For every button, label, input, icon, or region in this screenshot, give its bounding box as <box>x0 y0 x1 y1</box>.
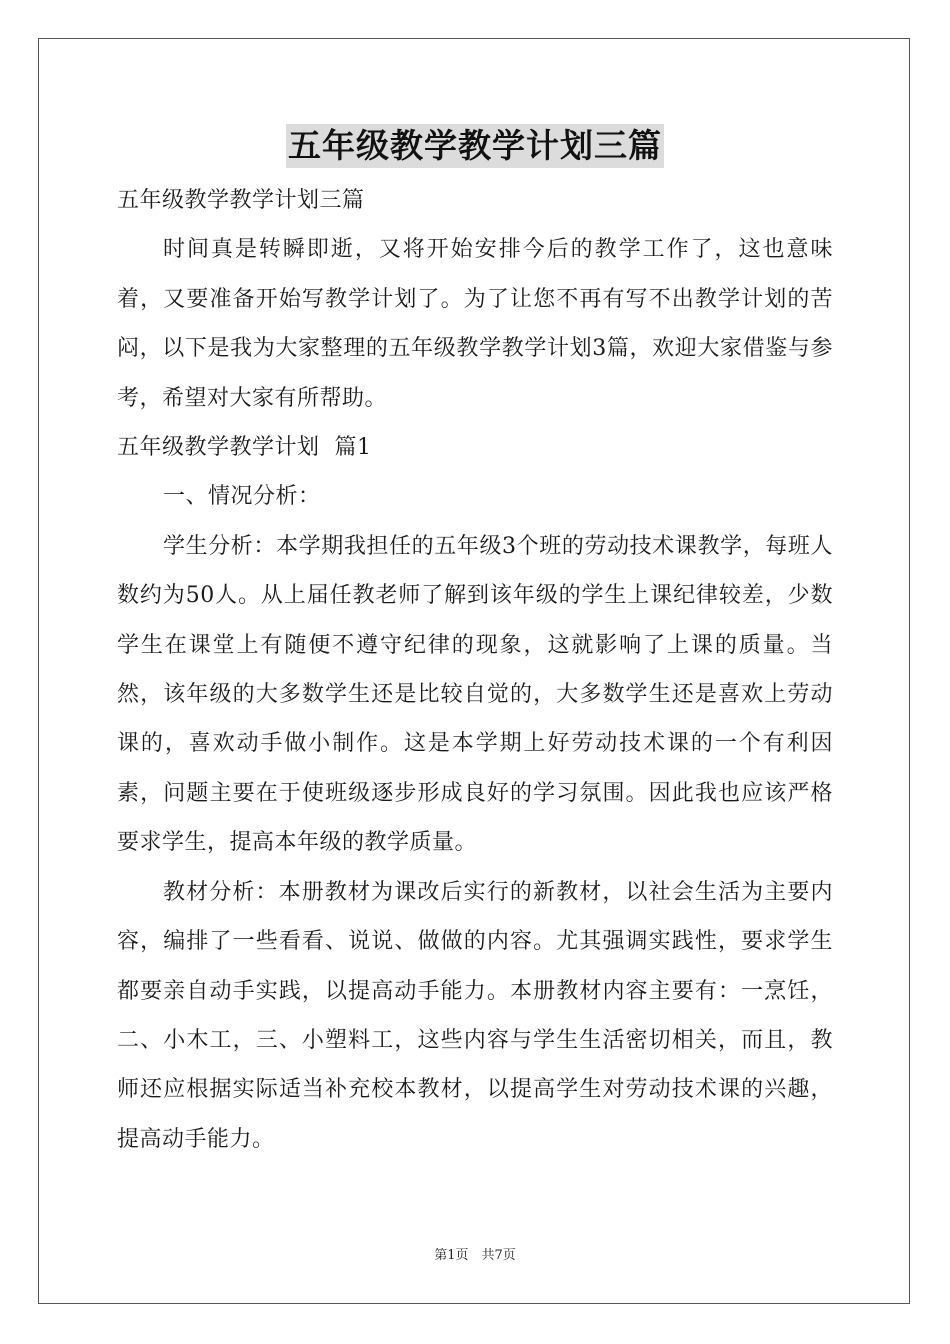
document-title: 五年级教学教学计划三篇 <box>286 124 664 168</box>
page-footer <box>0 1244 950 1263</box>
document-body <box>117 176 833 1164</box>
paragraph-5: 教材分析：本册教材为课改后实行的新教材，以社会生活为主要内容，编排了一些看看、说说、做做的内容。尤其强调实践性，要求学生都要亲自动手实践，以提高动手能力。本册教材内容主要有：一烹饪，二、小木工，三、小塑料工，这些内容与学生生活密切相关，而且，教师还应根据实际适当补充校本教材，以提高学生对劳动技术课的兴趣，提高动手能力。 <box>117 879 833 1152</box>
page-number: 第1页 共7页 <box>434 1248 516 1263</box>
paragraph-2: 五年级教学教学计划 篇1 <box>117 435 372 461</box>
paragraph-1: 时间真是转瞬即逝，又将开始安排今后的教学工作了，这也意味着，又要准备开始写教学计划了。为了让您不再有写不出教学计划的苦闷，以下是我为大家整理的五年级教学教学计划3篇，欢迎大家借鉴与参考，希望对大家有所帮助。 <box>117 237 833 411</box>
title-wrap <box>0 124 950 168</box>
paragraph-4: 学生分析：本学期我担任的五年级3个班的劳动技术课教学，每班人数约为50人。从上届任教老师了解到该年级的学生上课纪律较差，少数学生在课堂上有随便不遵守纪律的现象，这就影响了上课的质量。当然，该年级的大多数学生还是比较自觉的，大多数学生还是喜欢上劳动课的，喜欢动手做小制作。这是本学期上好劳动技术课的一个有利因素，问题主要在于使班级逐步形成良好的学习氛围。因此我也应该严格要求学生，提高本年级的教学质量。 <box>117 533 833 856</box>
paragraph-3: 一、情况分析： <box>163 484 321 510</box>
paragraph-0: 五年级教学教学计划三篇 <box>117 188 365 213</box>
